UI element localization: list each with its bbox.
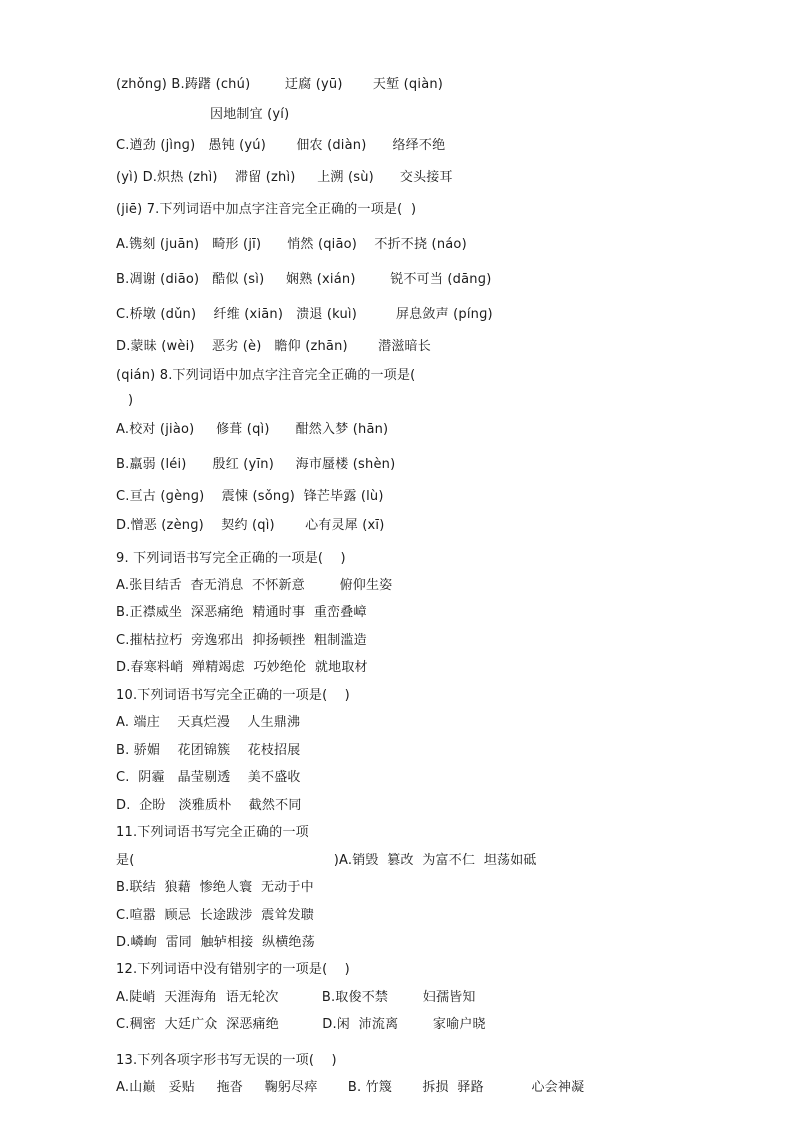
- text-line: D.蒙昧 (wèi) 恶劣 (è) 瞻仰 (zhān) 潜滋暗长: [116, 339, 431, 354]
- question-13-stem: 13.下列各项字形书写无误的一项( ): [116, 1053, 337, 1068]
- text-line: B.凋谢 (diāo) 酷似 (sì) 娴熟 (xián) 锐不可当 (dānɡ): [116, 272, 492, 287]
- text-line: B.羸弱 (léi) 殷红 (yīn) 海市蜃楼 (shèn): [116, 457, 396, 472]
- question-8-stem: (qián) 8.下列词语中加点字注音完全正确的一项是(: [116, 368, 416, 383]
- text-line: (yì) D.炽热 (zhì) 滞留 (zhì) 上溯 (sù) 交头接耳: [116, 170, 453, 185]
- text-line: C.喧嚣 顾忌 长途跋涉 震耸发聩: [116, 908, 315, 923]
- text-line: A.山巅 妥贴 拖沓 鞠躬尽瘁 B. 竹篾 拆损 驿路 心会神凝: [116, 1080, 585, 1095]
- question-9-stem: 9. 下列词语书写完全正确的一项是( ): [116, 551, 346, 566]
- text-line: A.镌刻 (juān) 畸形 (jī) 悄然 (qiāo) 不折不挠 (náo): [116, 237, 467, 252]
- text-line: 是( )A.销毁 篡改 为富不仁 坦荡如砥: [116, 853, 537, 868]
- question-11-stem: 11.下列词语书写完全正确的一项: [116, 825, 309, 840]
- text-line: C.桥墩 (dǔn) 纤维 (xiān) 溃退 (kuì) 屏息敛声 (pínɡ): [116, 307, 493, 322]
- text-line: C.遒劲 (jìnɡ) 愚钝 (yú) 佃农 (diàn) 络绎不绝: [116, 138, 446, 153]
- text-line: 因地制宜 (yí): [210, 107, 290, 122]
- text-line: A. 端庄 天真烂漫 人生鼎沸: [116, 715, 301, 730]
- text-line: C. 阴霾 晶莹剔透 美不盛收: [116, 770, 301, 785]
- text-line: C.摧枯拉朽 旁逸邪出 抑扬顿挫 粗制滥造: [116, 633, 367, 648]
- text-line: C.稠密 大廷广众 深恶痛绝 D.闲 沛流离 家喻户晓: [116, 1017, 486, 1032]
- text-line: ): [128, 393, 134, 408]
- text-line: D.嶙峋 雷同 触轳相接 纵横绝荡: [116, 935, 315, 950]
- text-line: D.憎恶 (zènɡ) 契约 (qì) 心有灵犀 (xī): [116, 518, 385, 533]
- text-line: D.春寒料峭 殚精竭虑 巧妙绝伦 就地取材: [116, 660, 368, 675]
- text-line: A.校对 (jiào) 修葺 (qì) 酣然入梦 (hān): [116, 422, 389, 437]
- text-line: B.正襟威坐 深恶痛绝 精通时事 重峦叠嶂: [116, 605, 367, 620]
- question-7-stem: (jiē) 7.下列词语中加点字注音完全正确的一项是( ): [116, 202, 417, 217]
- text-line: B. 骄媚 花团锦簇 花枝招展: [116, 743, 301, 758]
- text-line: D. 企盼 淡雅质朴 截然不同: [116, 798, 302, 813]
- text-line: C.亘古 (ɡènɡ) 震悚 (sǒnɡ) 锋芒毕露 (lù): [116, 489, 384, 504]
- text-line: A.陡峭 天涯海角 语无轮次 B.取俊不禁 妇孺皆知: [116, 990, 476, 1005]
- question-12-stem: 12.下列词语中没有错别字的一项是( ): [116, 962, 350, 977]
- text-line: B.联结 狼藉 惨绝人寰 无动于中: [116, 880, 314, 895]
- text-line: A.张目结舌 杳无消息 不怀新意 俯仰生姿: [116, 578, 393, 593]
- text-line: (zhǒnɡ) B.踌躇 (chú) 迂腐 (yū) 天堑 (qiàn): [116, 77, 444, 92]
- question-10-stem: 10.下列词语书写完全正确的一项是( ): [116, 688, 350, 703]
